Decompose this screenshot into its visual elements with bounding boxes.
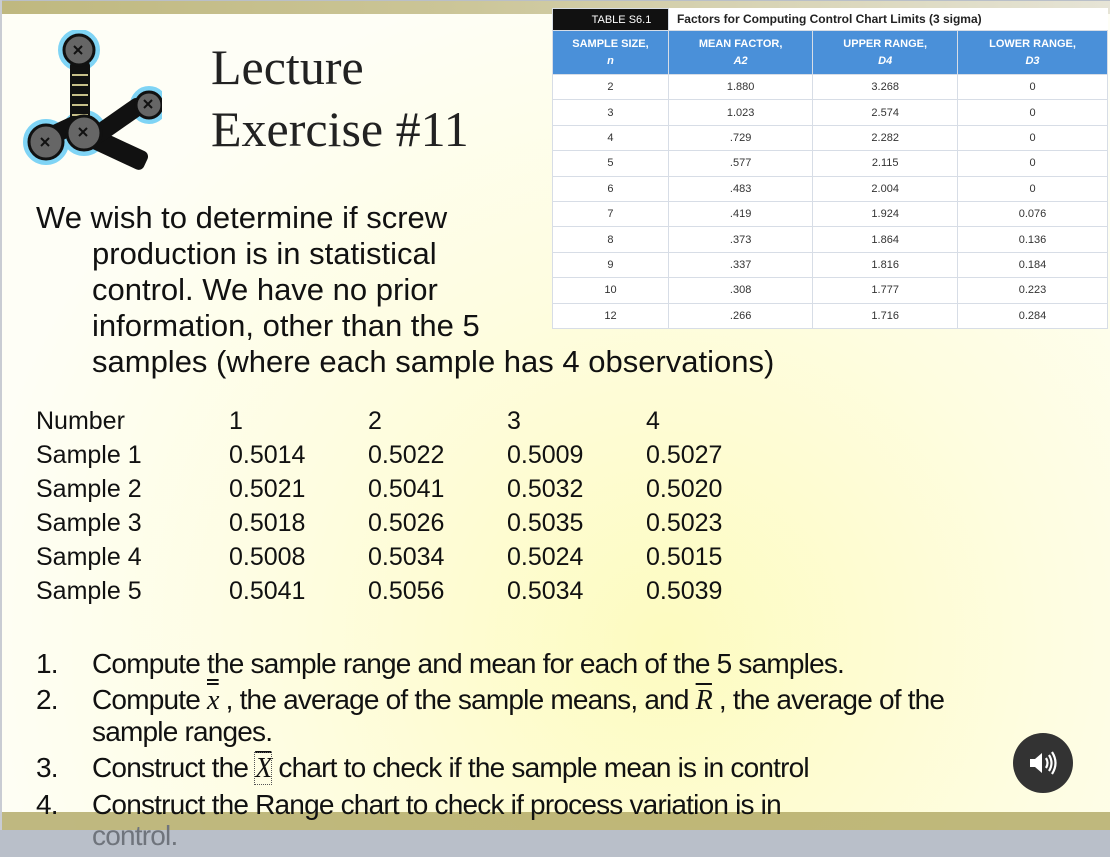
- sample-cell: 0.5026: [368, 508, 445, 537]
- sample-header-row: [36, 404, 785, 438]
- task-4-overflow-text: control.: [92, 820, 178, 851]
- header-symbol: D4: [878, 54, 893, 67]
- sample-cell: 4: [646, 406, 660, 435]
- table-cell: 0.136: [958, 227, 1108, 252]
- r-bar-symbol: $\overline{R}$: [695, 685, 712, 716]
- table-cell: 12: [553, 303, 669, 328]
- table-cell: 7: [553, 201, 669, 226]
- sample-cell: 2: [368, 406, 382, 435]
- task-item: [36, 684, 1006, 747]
- sample-row: [36, 472, 785, 506]
- sample-cell: Sample 1: [36, 440, 142, 469]
- sample-cell: 0.5035: [507, 508, 584, 537]
- task-text-part: chart to check if the sample mean is in control: [271, 752, 809, 783]
- task-item: [36, 648, 1006, 679]
- sample-cell: 0.5020: [646, 474, 723, 503]
- sample-cell: 0.5056: [368, 576, 445, 605]
- task-text: [92, 789, 781, 851]
- table-cell: 5: [553, 151, 669, 176]
- sample-cell: 0.5023: [646, 508, 723, 537]
- header-symbol: n: [607, 54, 614, 67]
- task-item: [36, 789, 1006, 851]
- header-label: MEAN FACTOR,: [698, 37, 783, 50]
- sample-cell: 0.5014: [229, 440, 306, 469]
- table-cell: 1.924: [813, 201, 958, 226]
- header-label: SAMPLE SIZE,: [572, 37, 649, 50]
- header-symbol: A2: [733, 54, 748, 67]
- speaker-icon: [1027, 749, 1059, 777]
- task-text-part: Compute: [92, 684, 207, 715]
- sample-cell: Sample 4: [36, 542, 142, 571]
- table-cell: 0: [958, 75, 1108, 100]
- title-line-1: Lecture: [211, 39, 364, 95]
- table-cell: .308: [668, 278, 812, 303]
- sample-row: [36, 574, 785, 608]
- sample-cell: 0.5034: [507, 576, 584, 605]
- table-row: [553, 75, 1108, 100]
- task-text-part: Construct the Range chart to check if process variation is in: [92, 789, 781, 820]
- task-text: [92, 684, 1006, 747]
- table-cell: .337: [668, 252, 812, 277]
- task-number: 2.: [36, 684, 58, 715]
- x-bar-symbol[interactable]: $\overline{X}$: [255, 753, 272, 784]
- table-row: [553, 176, 1108, 201]
- table-cell: 0.076: [958, 201, 1108, 226]
- table-cell: 4: [553, 125, 669, 150]
- table-cell: 0: [958, 100, 1108, 125]
- table-cell: 2: [553, 75, 669, 100]
- table-row: [553, 227, 1108, 252]
- table-cell: 3.268: [813, 75, 958, 100]
- x-double-bar-symbol: x: [207, 685, 219, 716]
- table-row: [553, 278, 1108, 303]
- table-cell: 9: [553, 252, 669, 277]
- screws-logo-icon: [22, 30, 162, 175]
- table-cell: 8: [553, 227, 669, 252]
- sample-cell: 1: [229, 406, 243, 435]
- sample-cell: 0.5032: [507, 474, 584, 503]
- audio-button[interactable]: [1013, 733, 1073, 793]
- sample-cell: Sample 2: [36, 474, 142, 503]
- task-number: 3.: [36, 752, 58, 783]
- table-cell: 1.864: [813, 227, 958, 252]
- sample-cell: 0.5009: [507, 440, 584, 469]
- table-cell: .483: [668, 176, 812, 201]
- sample-cell: 0.5008: [229, 542, 306, 571]
- task-number: 1.: [36, 648, 58, 679]
- table-cell: 2.574: [813, 100, 958, 125]
- table-cell: .266: [668, 303, 812, 328]
- slide-title: [211, 36, 469, 160]
- header-label: LOWER RANGE,: [989, 37, 1076, 50]
- sample-cell: Sample 3: [36, 508, 142, 537]
- table-cell: 1.816: [813, 252, 958, 277]
- table-cell: 1.880: [668, 75, 812, 100]
- table-cell: 6: [553, 176, 669, 201]
- table-cell: .577: [668, 151, 812, 176]
- sample-cell: 0.5015: [646, 542, 723, 571]
- table-caption-label: TABLE S6.1: [553, 9, 669, 31]
- sample-cell: 0.5027: [646, 440, 723, 469]
- table-header: [958, 31, 1108, 75]
- table-cell: .419: [668, 201, 812, 226]
- sample-cell: 0.5041: [368, 474, 445, 503]
- title-line-2: Exercise #11: [211, 101, 469, 157]
- sample-cell: 0.5022: [368, 440, 445, 469]
- table-caption: Factors for Computing Control Chart Limits (3 sigma): [676, 12, 982, 27]
- table-cell: 0: [958, 151, 1108, 176]
- table-cell: 0.223: [958, 278, 1108, 303]
- table-header: [668, 31, 812, 75]
- table-cell: 1.023: [668, 100, 812, 125]
- task-text-part: Construct the: [92, 752, 256, 783]
- table-row: [553, 201, 1108, 226]
- intro-paragraph: We wish to determine if screw production is in statistical control. We have no prior information, other than the 5 samples (where each sample has 4 observations): [36, 200, 775, 379]
- control-chart-factors-table: [552, 8, 1108, 329]
- table-header: [813, 31, 958, 75]
- table-cell: .373: [668, 227, 812, 252]
- sample-cell: 0.5021: [229, 474, 306, 503]
- task-text: Compute the sample range and mean for each of the 5 samples.: [92, 648, 845, 679]
- table-cell: 10: [553, 278, 669, 303]
- table-row: [553, 252, 1108, 277]
- task-text: [92, 752, 809, 784]
- sample-cell: 0.5024: [507, 542, 584, 571]
- header-symbol: D3: [1025, 54, 1040, 67]
- table-header: [553, 31, 669, 75]
- sample-cell: 0.5041: [229, 576, 306, 605]
- table-cell: .729: [668, 125, 812, 150]
- table-cell: 2.004: [813, 176, 958, 201]
- table-cell: 1.716: [813, 303, 958, 328]
- table-cell: 3: [553, 100, 669, 125]
- sample-cell: 3: [507, 406, 521, 435]
- table-row: [553, 303, 1108, 328]
- task-text-part: , the average of the sample means, and: [218, 684, 696, 715]
- sample-cell: 0.5039: [646, 576, 723, 605]
- table-row: [553, 100, 1108, 125]
- sample-cell: 0.5018: [229, 508, 306, 537]
- header-label: UPPER RANGE,: [843, 37, 928, 50]
- table-cell: 0: [958, 125, 1108, 150]
- task-number: 4.: [36, 789, 58, 820]
- task-list: [36, 648, 1006, 856]
- sample-cell: Number: [36, 406, 125, 435]
- table-cell: 2.282: [813, 125, 958, 150]
- task-text-part: , the average of the sample ranges.: [92, 684, 945, 747]
- samples-table: [36, 404, 785, 608]
- sample-row: [36, 438, 785, 472]
- table-row: [553, 125, 1108, 150]
- table-cell: 0.284: [958, 303, 1108, 328]
- sample-row: [36, 506, 785, 540]
- table-cell: 2.115: [813, 151, 958, 176]
- table-cell: 0: [958, 176, 1108, 201]
- sample-cell: Sample 5: [36, 576, 142, 605]
- table-row: [553, 151, 1108, 176]
- table-cell: 0.184: [958, 252, 1108, 277]
- table-cell: 1.777: [813, 278, 958, 303]
- sample-cell: 0.5034: [368, 542, 445, 571]
- sample-row: [36, 540, 785, 574]
- task-item: [36, 752, 1006, 784]
